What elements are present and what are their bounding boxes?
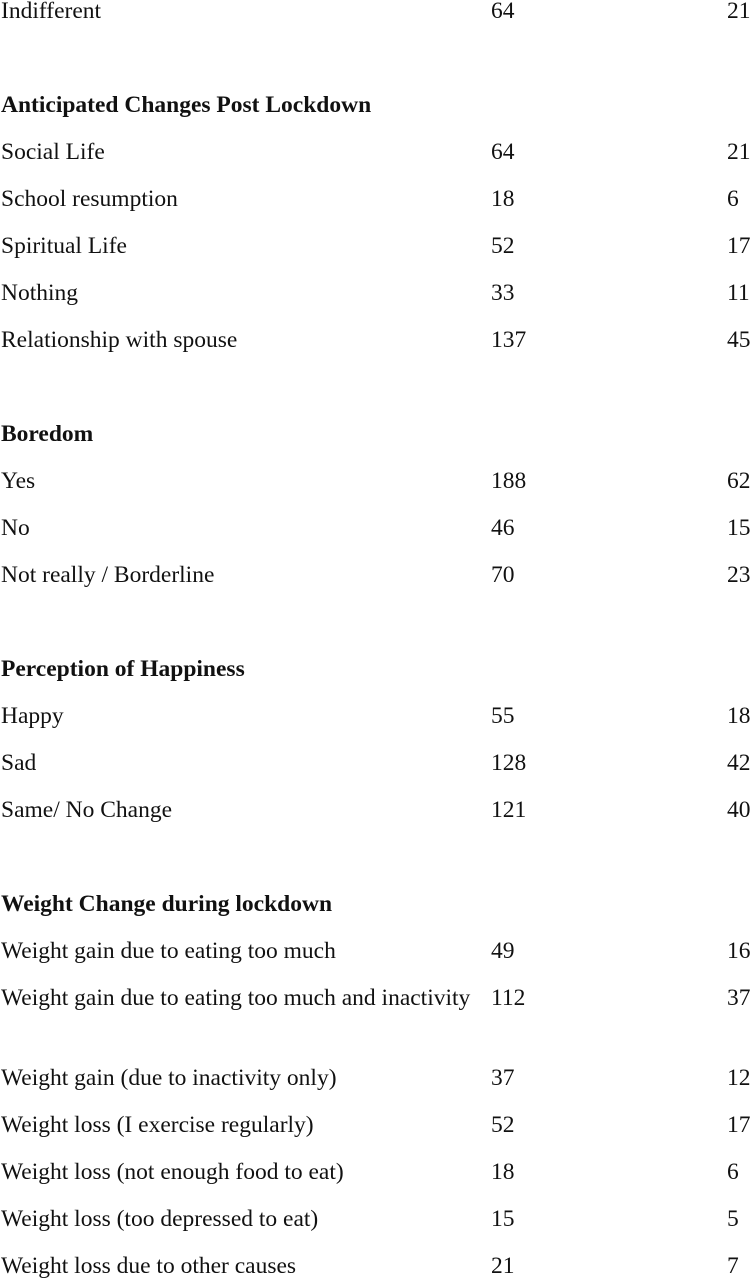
count-cell: 70 <box>491 562 515 588</box>
percent-cell: 17 <box>727 1112 751 1138</box>
row-label: Spiritual Life <box>1 233 127 259</box>
row-label: Same/ No Change <box>1 797 172 823</box>
percent-cell: 15 <box>727 515 751 541</box>
count-cell: 52 <box>491 233 515 259</box>
row-label: Weight loss (I exercise regularly) <box>1 1112 314 1138</box>
row-label: Weight loss (not enough food to eat) <box>1 1159 344 1185</box>
count-cell: 137 <box>491 327 527 353</box>
count-cell: 64 <box>491 0 515 24</box>
row-label: Not really / Borderline <box>1 562 215 588</box>
row-label: Yes <box>1 468 36 494</box>
row-label: Nothing <box>1 280 79 306</box>
row-label: Happy <box>1 703 64 729</box>
count-cell: 46 <box>491 515 515 541</box>
count-cell: 33 <box>491 280 515 306</box>
percent-cell: 17 <box>727 233 751 259</box>
count-cell: 52 <box>491 1112 515 1138</box>
section-heading: Anticipated Changes Post Lockdown <box>1 92 372 118</box>
row-label: Relationship with spouse <box>1 327 238 353</box>
count-cell: 121 <box>491 797 527 823</box>
count-cell: 188 <box>491 468 527 494</box>
count-cell: 112 <box>491 985 526 1011</box>
percent-cell: 40 <box>727 797 751 823</box>
count-cell: 18 <box>491 186 515 212</box>
section-heading: Perception of Happiness <box>1 656 245 682</box>
row-label: No <box>1 515 30 541</box>
percent-cell: 5 <box>727 1206 739 1232</box>
count-cell: 18 <box>491 1159 515 1185</box>
percent-cell: 12 <box>727 1065 751 1091</box>
percent-cell: 21 <box>727 0 751 24</box>
percent-cell: 6 <box>727 186 739 212</box>
percent-cell: 11 <box>727 280 750 306</box>
percent-cell: 23 <box>727 562 751 588</box>
row-label: Weight loss (too depressed to eat) <box>1 1206 319 1232</box>
row-label: Weight gain (due to inactivity only) <box>1 1065 337 1091</box>
count-cell: 37 <box>491 1065 515 1091</box>
row-label: Indifferent <box>1 0 102 24</box>
count-cell: 21 <box>491 1253 515 1279</box>
percent-cell: 42 <box>727 750 751 776</box>
percent-cell: 18 <box>727 703 751 729</box>
percent-cell: 21 <box>727 139 751 165</box>
percent-cell: 37 <box>727 985 751 1011</box>
row-label: Sad <box>1 750 37 776</box>
count-cell: 55 <box>491 703 515 729</box>
row-label: Weight gain due to eating too much and inactivity <box>1 985 471 1011</box>
count-cell: 15 <box>491 1206 515 1232</box>
count-cell: 128 <box>491 750 527 776</box>
row-label: Weight gain due to eating too much <box>1 938 336 964</box>
percent-cell: 16 <box>727 938 751 964</box>
count-cell: 64 <box>491 139 515 165</box>
section-heading: Weight Change during lockdown <box>1 891 333 917</box>
section-heading: Boredom <box>1 421 94 447</box>
count-cell: 49 <box>491 938 515 964</box>
percent-cell: 7 <box>727 1253 739 1279</box>
percent-cell: 62 <box>727 468 751 494</box>
percent-cell: 45 <box>727 327 751 353</box>
row-label: School resumption <box>1 186 178 212</box>
row-label: Social Life <box>1 139 105 165</box>
row-label: Weight loss due to other causes <box>1 1253 297 1279</box>
percent-cell: 6 <box>727 1159 739 1185</box>
